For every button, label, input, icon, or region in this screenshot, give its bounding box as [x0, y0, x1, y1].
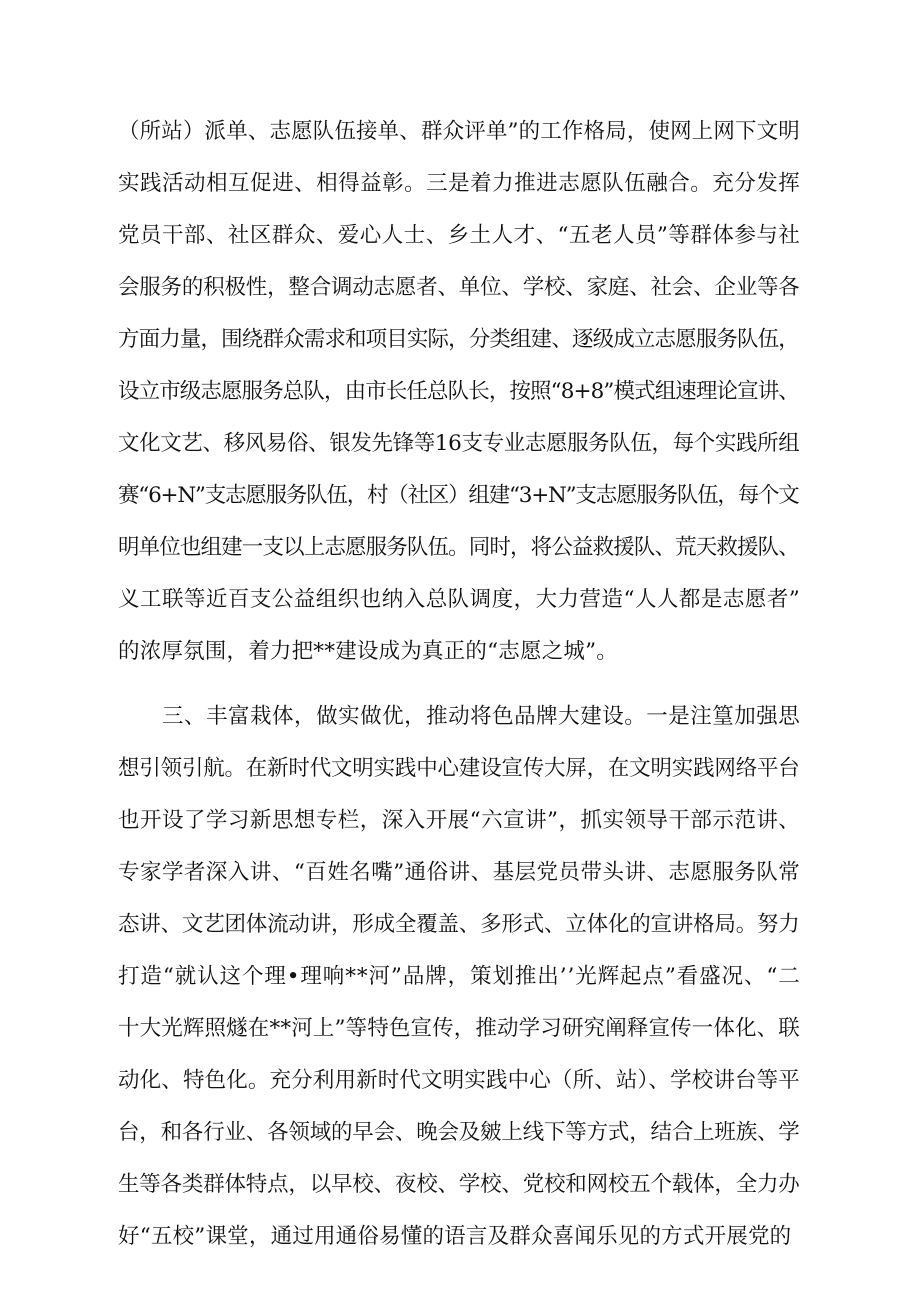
text-line: （所站）派单、志愿队伍接单、群众评单”的工作格局，使网上网下文明: [118, 119, 800, 144]
text-line: 好“五校”课堂，通过用通俗易懂的语言及群众喜闻乐见的方式开展党的: [118, 1224, 792, 1249]
text-line: 动化、特色化。充分利用新时代文明实践中心（所、站）、学校讲台等平: [118, 1068, 800, 1093]
text-line: 党员干部、社区群众、爱心人士、乡土人才、“五老人员”等群体参与社: [118, 223, 801, 248]
text-line: 的浓厚氛围，着力把**建设成为真正的“志愿之城”。: [118, 639, 618, 664]
text-line: 实践活动相互促进、相得益彰。三是着力推进志愿队伍融合。充分发挥: [118, 171, 801, 196]
text-line: 台，和各行业、各领域的早会、晚会及皴上线下等方式，结合上班族、学: [118, 1120, 800, 1145]
text-line: 生等各类群体特点，以早校、夜校、学校、党校和网校五个载体，全力办: [118, 1172, 800, 1197]
text-line: 方面力量，围绕群众需求和项目实际，分类组建、逐级成立志愿服务队伍，: [118, 327, 799, 352]
text-line: 态讲、文艺团体流动讲，形成全覆盖、多形式、立体化的宣讲格局。努力: [118, 912, 800, 937]
text-line: 专家学者深入讲、“百姓名嘴”通俗讲、基层党员带头讲、志愿服务队常: [118, 860, 801, 885]
text-line: 赛“6+N”支志愿服务队伍，村（社区）组建“3+N”支志愿服务队伍，每个文: [118, 483, 799, 508]
text-line: 义工联等近百支公益组织也纳入总队调度，大力营造“人人都是志愿者”: [118, 587, 801, 612]
text-line: 三、丰富栽体，做实做优，推动将色品牌大建设。一是注篁加强思: [162, 704, 801, 729]
text-line: 打造“就认这个理•理响**河”品牌，策划推出’’光辉起点”看盛况、“二: [118, 964, 801, 989]
text-line: 明单位也组建一支以上志愿服务队伍。同时，将公益救援队、荒天救援队、: [118, 535, 799, 560]
text-line: 想引领引航。在新时代文明实践中心建设宣传大屏，在文明实践网络平台: [118, 756, 800, 781]
text-line: 也开设了学习新思想专栏，深入开展“六宣讲”，抓实领导干部示范讲、: [118, 808, 801, 833]
text-line: 文化文艺、移风易俗、银发先锋等16支专业志愿服务队伍，每个实践所组: [118, 431, 800, 456]
text-line: 十大光辉照燧在**河上”等特色宣传，推动学习研究阐释宣传一体化、联: [118, 1016, 800, 1041]
text-line: 设立市级志愿服务总队，由市长任总队长，按照“8+8”模式组速理论宣讲、: [118, 379, 799, 404]
text-line: 会服务的积极性，整合调动志愿者、单位、学校、家庭、社会、企业等各: [118, 275, 800, 300]
